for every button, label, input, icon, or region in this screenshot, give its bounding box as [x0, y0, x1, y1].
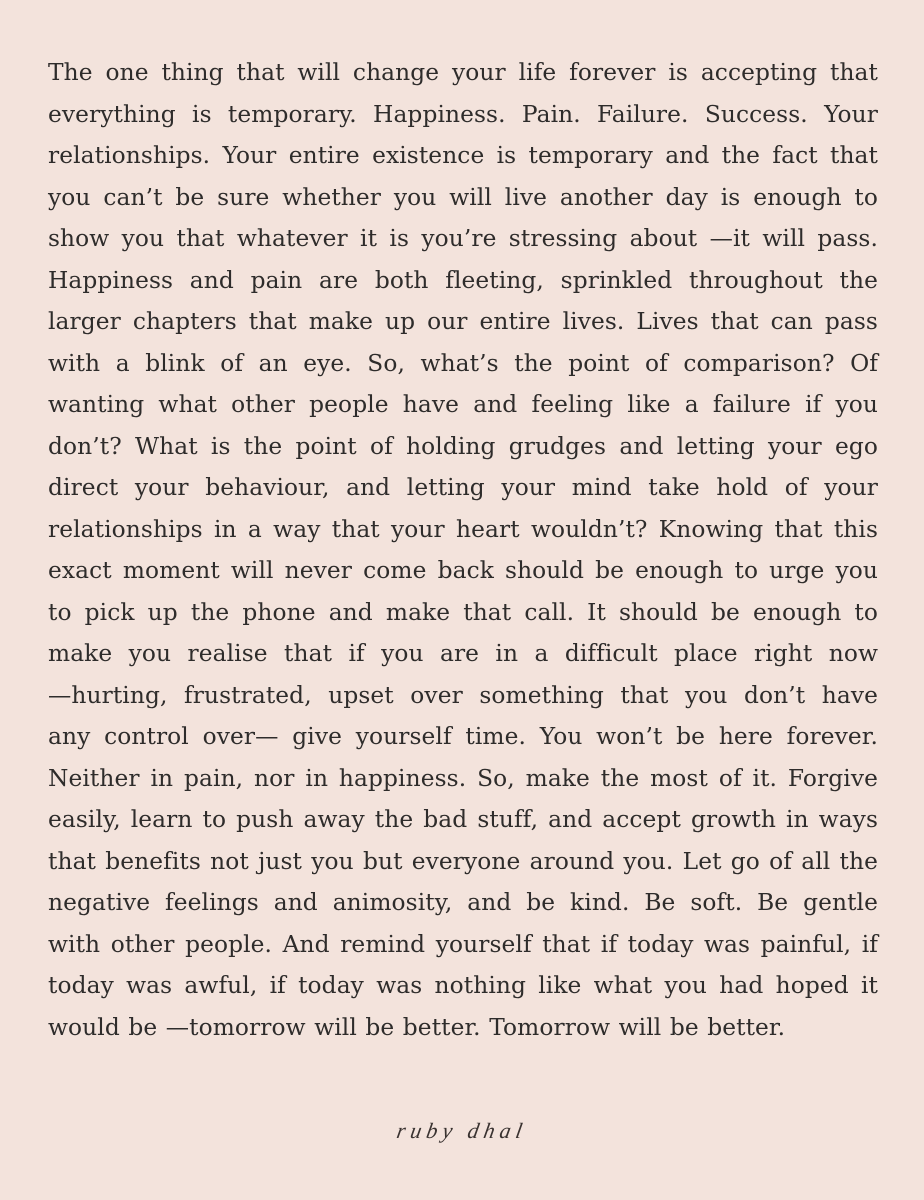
quote-line: relationships in a way that your heart wouldn’t? Knowing that this — [48, 515, 878, 543]
quote-line: The one thing that will change your life forever is accepting that — [48, 59, 878, 86]
quote-line: with other people. And remind yourself that if today was painful, if — [48, 930, 878, 958]
quote-line: you can’t be sure whether you will live another day is enough to — [48, 183, 878, 211]
quote-line: negative feelings and animosity, and be kind. Be soft. Be gentle — [48, 889, 878, 916]
quote-line: larger chapters that make up our entire lives. Lives that can pass — [48, 308, 878, 335]
quote-line: today was awful, if today was nothing like what you had hoped it — [48, 972, 878, 999]
quote-line: make you realise that if you are in a difficult place right now — [48, 640, 878, 667]
quote-line: with a blink of an eye. So, what’s the point of comparison? Of — [48, 349, 878, 377]
quote-line: direct your behaviour, and letting your mind take hold of your — [48, 474, 878, 501]
quote-line: don’t? What is the point of holding grudges and letting your ego — [48, 432, 878, 460]
quote-text — [48, 52, 878, 1048]
quote-line: Neither in pain, nor in happiness. So, make the most of it. Forgive — [48, 764, 878, 792]
author-signature: ruby dhal — [394, 1118, 530, 1143]
quote-line: —hurting, frustrated, upset over something that you don’t have — [48, 681, 878, 709]
quote-line: everything is temporary. Happiness. Pain. Failure. Success. Your — [48, 100, 878, 128]
quote-line: Happiness and pain are both fleeting, sprinkled throughout the — [48, 266, 878, 294]
quote-line: relationships. Your entire existence is temporary and the fact that — [48, 142, 878, 169]
quote-line: would be —tomorrow will be better. Tomorrow will be better. — [48, 1013, 786, 1041]
quote-line: wanting what other people have and feeling like a failure if you — [48, 391, 878, 418]
quote-line: easily, learn to push away the bad stuff, and accept growth in ways — [48, 806, 878, 833]
quote-line: that benefits not just you but everyone around you. Let go of all the — [48, 847, 878, 875]
quote-line: any control over— give yourself time. You won’t be here forever. — [48, 723, 878, 750]
quote-line: exact moment will never come back should be enough to urge you — [48, 557, 878, 584]
quote-line: show you that whatever it is you’re stressing about —it will pass. — [48, 225, 878, 252]
quote-line: to pick up the phone and make that call. It should be enough to — [48, 598, 878, 626]
